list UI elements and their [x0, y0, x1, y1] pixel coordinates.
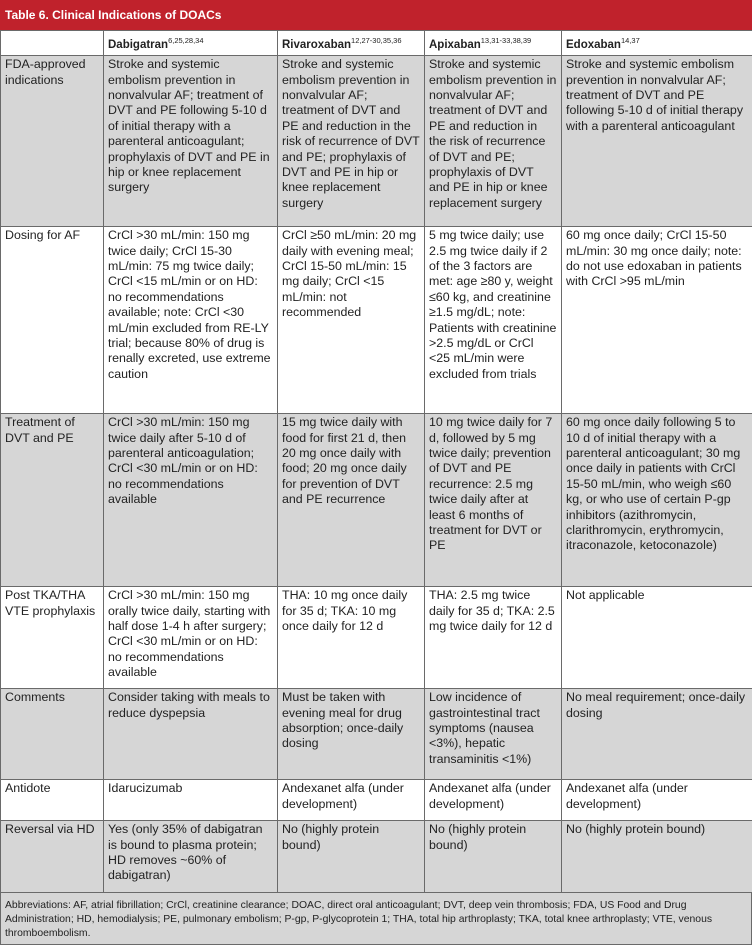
row-label: Dosing for AF	[1, 227, 104, 414]
table-title: Table 6. Clinical Indications of DOACs	[0, 0, 752, 30]
header-dabigatran: Dabigatran$^{6,25,28,34}$	[104, 31, 278, 56]
table-cell: Not applicable	[562, 587, 752, 689]
row-label: Reversal via HD	[1, 821, 104, 893]
table-cell: Stroke and systemic embolism prevention in nonvalvular AF; treatment of DVT and PE and reduction in the risk of recurrence of DVT and PE; prophylaxis of DVT and PE in hip or knee replacement surgery	[278, 56, 425, 227]
table-cell: Andexanet alfa (under development)	[562, 780, 752, 821]
table-cell: No (highly protein bound)	[562, 821, 752, 893]
row-label: FDA-approved indications	[1, 56, 104, 227]
row-label: Treatment of DVT and PE	[1, 414, 104, 587]
table-cell: Must be taken with evening meal for drug absorption; once-daily dosing	[278, 689, 425, 780]
table-cell: Idarucizumab	[104, 780, 278, 821]
table-cell: THA: 2.5 mg twice daily for 35 d; TKA: 2.5 mg twice daily for 12 d	[425, 587, 562, 689]
table-cell: CrCl ≥50 mL/min: 20 mg daily with evening meal; CrCl 15-50 mL/min: 15 mg daily; CrCl <15 mL/min: not recommended	[278, 227, 425, 414]
table-cell: CrCl >30 mL/min: 150 mg twice daily after 5-10 d of parenteral anticoagulation; CrCl <30 mL/min or on HD: no recommendations available	[104, 414, 278, 587]
table-cell: 15 mg twice daily with food for first 21 d, then 20 mg once daily with food; 20 mg once daily for prevention of DVT and PE recurrence	[278, 414, 425, 587]
row-label: Post TKA/THA VTE prophylaxis	[1, 587, 104, 689]
row-label: Antidote	[1, 780, 104, 821]
table-cell: Andexanet alfa (under development)	[425, 780, 562, 821]
table-cell: No (highly protein bound)	[278, 821, 425, 893]
table-cell: Consider taking with meals to reduce dyspepsia	[104, 689, 278, 780]
table-cell: THA: 10 mg once daily for 35 d; TKA: 10 mg once daily for 12 d	[278, 587, 425, 689]
table-cell: Stroke and systemic embolism prevention in nonvalvular AF; treatment of DVT and PE following 5-10 d of initial therapy with a parenteral anticoagulant; prophylaxis of DVT and PE in hip or knee replacement surgery	[104, 56, 278, 227]
table-cell: 60 mg once daily; CrCl 15-50 mL/min: 30 mg once daily; note: do not use edoxaban in patients with CrCl >95 mL/min	[562, 227, 752, 414]
table-cell: Andexanet alfa (under development)	[278, 780, 425, 821]
table-row	[1, 227, 752, 414]
doac-table	[0, 30, 752, 893]
table-cell: Stroke and systemic embolism prevention in nonvalvular AF; treatment of DVT and PE and reduction in the risk of recurrence of DVT and PE; prophylaxis of DVT and PE in hip or knee replacement surgery	[425, 56, 562, 227]
table-cell: Yes (only 35% of dabigatran is bound to plasma protein; HD removes ~60% of dabigatran)	[104, 821, 278, 893]
table-cell: No (highly protein bound)	[425, 821, 562, 893]
header-rivaroxaban: Rivaroxaban$^{12,27-30,35,36}$	[278, 31, 425, 56]
table-row	[1, 780, 752, 821]
table-cell: No meal requirement; once-daily dosing	[562, 689, 752, 780]
header-row	[1, 31, 752, 56]
header-edoxaban: Edoxaban$^{14,37}$	[562, 31, 752, 56]
table-cell: Stroke and systemic embolism prevention in nonvalvular AF; treatment of DVT and PE following 5-10 d of initial therapy with a parenteral anticoagulant	[562, 56, 752, 227]
abbreviations-footnote: Abbreviations: AF, atrial fibrillation; CrCl, creatinine clearance; DOAC, direct oral anticoagulant; DVT, deep vein thrombosis; FDA, US Food and Drug Administration; HD, hemodialysis; PE, pulmonary embolism; P-gp, P-glycoprotein 1; THA, total hip arthroplasty; TKA, total knee arthroplasty; VTE, venous thromboembolism.	[0, 893, 752, 945]
table-row	[1, 587, 752, 689]
header-apixaban: Apixaban$^{13,31-33,38,39}$	[425, 31, 562, 56]
table-cell: Low incidence of gastrointestinal tract symptoms (nausea <3%), hepatic transaminitis <1%)	[425, 689, 562, 780]
table-cell: 10 mg twice daily for 7 d, followed by 5 mg twice daily; prevention of DVT and PE recurrence: 2.5 mg twice daily after at least 6 months of treatment for DVT or PE	[425, 414, 562, 587]
table-cell: CrCl >30 mL/min: 150 mg twice daily; CrCl 15-30 mL/min: 75 mg twice daily; CrCl <15 mL/min or on HD: no recommendations available; note: CrCl <30 mL/min excluded from RE-LY trial; because 80% of drug is renally excreted, use extreme caution	[104, 227, 278, 414]
header-blank	[1, 31, 104, 56]
row-label: Comments	[1, 689, 104, 780]
table-row	[1, 414, 752, 587]
table-row	[1, 56, 752, 227]
table-cell: 5 mg twice daily; use 2.5 mg twice daily if 2 of the 3 factors are met: age ≥80 y, weight ≤60 kg, and creatinine ≥1.5 mg/dL; note: Patients with creatinine >2.5 mg/dL or CrCl <25 mL/min were excluded from trials	[425, 227, 562, 414]
table-cell: CrCl >30 mL/min: 150 mg orally twice daily, starting with half dose 1-4 h after surgery; CrCl <30 mL/min or on HD: no recommendations available	[104, 587, 278, 689]
table-cell: 60 mg once daily following 5 to 10 d of initial therapy with a parenteral anticoagulant; 30 mg once daily in patients with CrCl 15-50 mL/min, who weigh ≤60 kg, or who use of certain P-gp inhibitors (azithromycin, clarithromycin, erythromycin, itraconazole, ketoconazole)	[562, 414, 752, 587]
table-row	[1, 821, 752, 893]
table-row	[1, 689, 752, 780]
